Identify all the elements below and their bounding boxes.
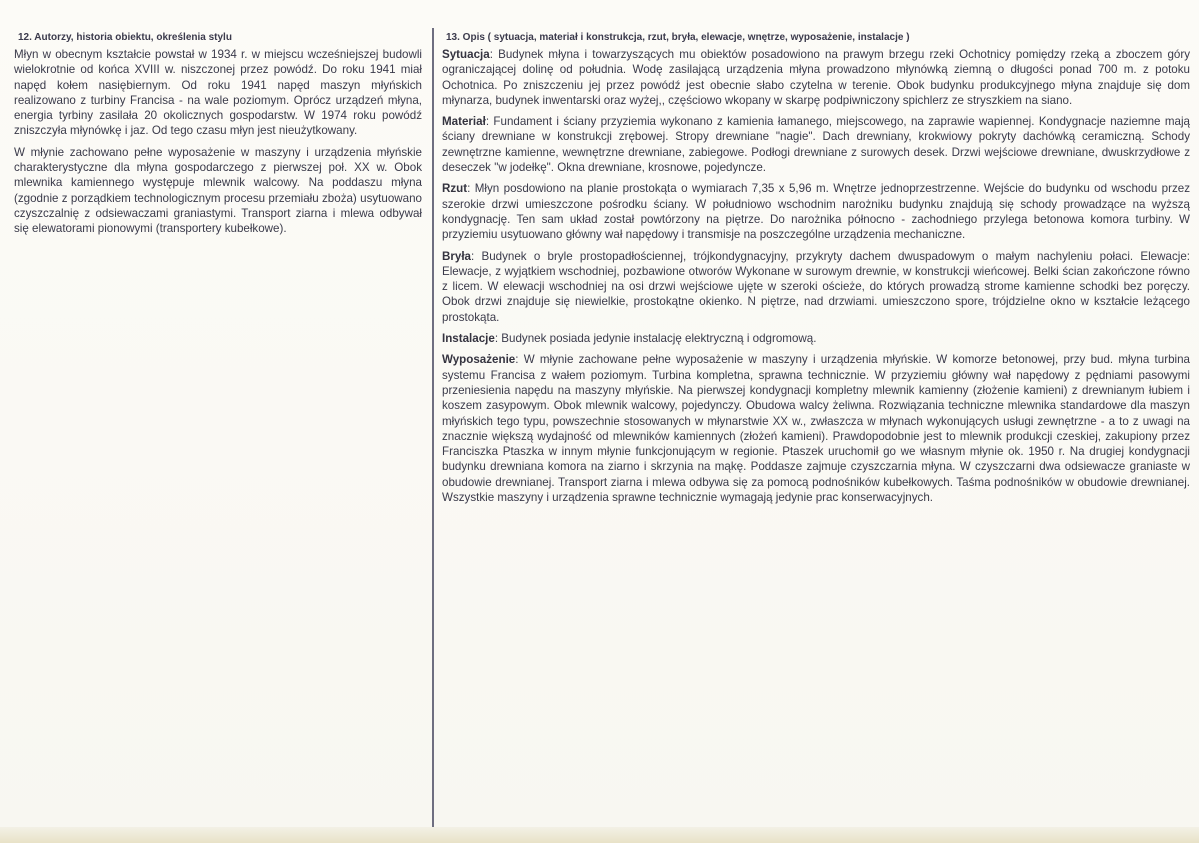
wyposazenie-label: Wyposażenie: [442, 353, 516, 367]
rzut-paragraph: [442, 181, 1190, 242]
rzut-label: Rzut: [442, 182, 468, 196]
instalacje-paragraph: [442, 331, 1190, 346]
column-divider: [432, 28, 434, 828]
instalacje-text: : Budynek posiada jedynie instalację elektryczną i odgromową.: [494, 332, 817, 346]
section-13: [442, 32, 1190, 511]
section-12-heading: 12. Autorzy, historia obiektu, określenia stylu: [18, 32, 232, 43]
sytuacja-paragraph: [442, 47, 1190, 108]
section-12: [14, 32, 422, 243]
wyposazenie-paragraph: [442, 352, 1190, 505]
material-text: : Fundament i ściany przyziemia wykonano z kamienia łamanego, miejscowego, na zaprawie wapiennej. Kondygnacje naziemne mają ściany drewniane w konstrukcji zrębowej. Stropy drewniane "nagie". Dach drewniany, krokwiowy pokryty dachówką ceramiczną. Schody zewnętrzne kamienne, wewnętrzne drewniane, zabiegowe. Podłogi drewniane z surowych desek. Drzwi wejściowe drewniane, dwuskrzydłowe z deseczek "w jodełkę". Okna drewniane, krosnowe, pojedyncze.: [442, 115, 1190, 175]
bryla-label: Bryła: [442, 249, 472, 263]
material-label: Materiał: [442, 115, 486, 129]
wyposazenie-text: : W młynie zachowane pełne wyposażenie w maszyny i urządzenia młyńskie. W komorze betonowej, przy bud. młyna turbina systemu Francisa z wałem poziomym. Turbina kompletna, sprawna technicznie. W przyziemiu główny wał napędowy z pędniami pasowymi przeniesienia napędu na maszyny młyńskie. Na pierwszej kondygnacji kompletny mlewnik kamienny (złożenie kamieni) z drewnianym łubiem i koszem zasypowym. Obok mlewnik walcowy, pojedynczy. Obudowa walcy żeliwna. Rozwiązania techniczne mlewnika standardowe dla maszyn młyńskich tego typu, powszechnie stosowanych w młynarstwie XX w., zwłaszcza w młynach wykonujących usługi zewnętrzne - a to z uwagi na znacznie większą wydajność od mlewników kamiennych (złożeń kamieni). Prawdopodobnie jest to mlewnik produkcji czeskiej, zakupiony przez Franciszka Ptaszka w innym młynie funkcjonującym w regionie. Ptaszek uruchomił go we własnym młynie ok. 1950 r. Na drugiej kondygnacji budynku drewniana komora na ziarno i skrzynia na mąkę. Poddasze zajmuje czyszczarnia młyna. W czyszczarni dwa odsiewacze graniaste w obudowie drewnianej. Transport ziarna i mlewa odbywa się za pomocą podnośników kubełkowych. Taśma podnośników w obudowie drewnianej. Wszystkie maszyny i urządzenia sprawne technicznie wymagają jedynie prac konserwacyjnych.: [442, 353, 1190, 505]
bryla-text: : Budynek o bryle prostopadłościennej, trójkondygnacyjny, przykryty dachem dwuspadowym o małym nachyleniu połaci. Elewacje: Elewacje, z wyjątkiem wschodniej, pozbawione otworów Wykonane w surowym drewnie, w konstrukcji wieńcowej. Belki ścian zakończone równo z licem. W elewacji wschodniej na osi drzwi wejściowe ujęte w szeroki ościeże, do których prowadzą strome kamienne schodki bez poręczy. Obok drzwi znajduje się niewielkie, prostokątne okienko. N piętrze, nad drzwiami. umieszczono spore, trójdzielne okno w kształcie leżącego prostokąta.: [442, 249, 1190, 324]
history-paragraph: Młyn w obecnym kształcie powstał w 1934 r. w miejscu wcześniejszej budowli wielokrotnie od końca XVIII w. niszczonej przez powódź. Do roku 1941 miał napęd kołem nasiębiernym. Od roku 1941 napęd maszyn młyńskich realizowano z turbiny Francisa - na wale poziomym. Oprócz urządzeń młyna, energia tyrbiny zasilała 20 okolicznych gospodarstw. W 1974 roku powódź zniszczyła młynówkę i jaz. Od tego czasu młyn jest nieużytkowany.: [14, 48, 422, 138]
instalacje-label: Instalacje: [442, 332, 495, 346]
equipment-summary-paragraph: W młynie zachowano pełne wyposażenie w maszyny i urządzenia młyńskie charakterystyczne dla młyna gospodarczego z pierwszej poł. XX w. Obok mlewnika kamiennego występuje mlewnik walcowy. Na poddaszu młyna (zgodnie z porządkiem technologicznym procesu przemiału zboża) usytuowano czyszczalnię z odsiewaczami graniastymi. Transport ziarna i mlewa odbywał się elewatorami pionowymi (transportery kubełkowe).: [14, 145, 422, 236]
bryla-paragraph: [442, 249, 1190, 325]
material-paragraph: [442, 114, 1190, 175]
paper-bottom-edge: [0, 827, 1199, 843]
section-13-heading: 13. Opis ( sytuacja, materiał i konstrukcja, rzut, bryła, elewacje, wnętrze, wyposażenie, instalacje ): [446, 32, 910, 43]
sytuacja-text: : Budynek młyna i towarzyszących mu obiektów posadowiono na prawym brzegu rzeki Ochotnicy pomiędzy rzeką a zboczem góry ograniczającej dolinę od południa. Wodę zasilającą urządzenia młyna prowadzono młynówką ziemną o długości ponad 700 m. z potoku Ochotnica. Po zniszczeniu jej przez powódź jest obecnie słabo czytelna w terenie. Obok budynku produkcyjnego młyna znajduje się dom młynarza, budynek inwentarski oraz wyżej,, częściowo wkopany w skarpę podpiwniczony spichlerz ze stryszkiem na siano.: [442, 48, 1190, 107]
sytuacja-label: Sytuacja: [442, 48, 490, 61]
rzut-text: : Młyn posdowiono na planie prostokąta o wymiarach 7,35 x 5,96 m. Wnętrze jednoprzestrzenne. Wejście do budynku od wschodu przez szerokie drzwi umieszczone pośrodku ściany. W południowo wschodnim narożniku budynku znajdują się schody prowadzące na wyższą kondygnację. Ten sam układ został powtórzony na piętrze. Do narożnika północno - zachodniego przylega betonowa komora turbiny. W przyziemiu usytuowano główny wał napędowy i transmisje na poszczególne urządzenia mechaniczne.: [442, 182, 1190, 242]
